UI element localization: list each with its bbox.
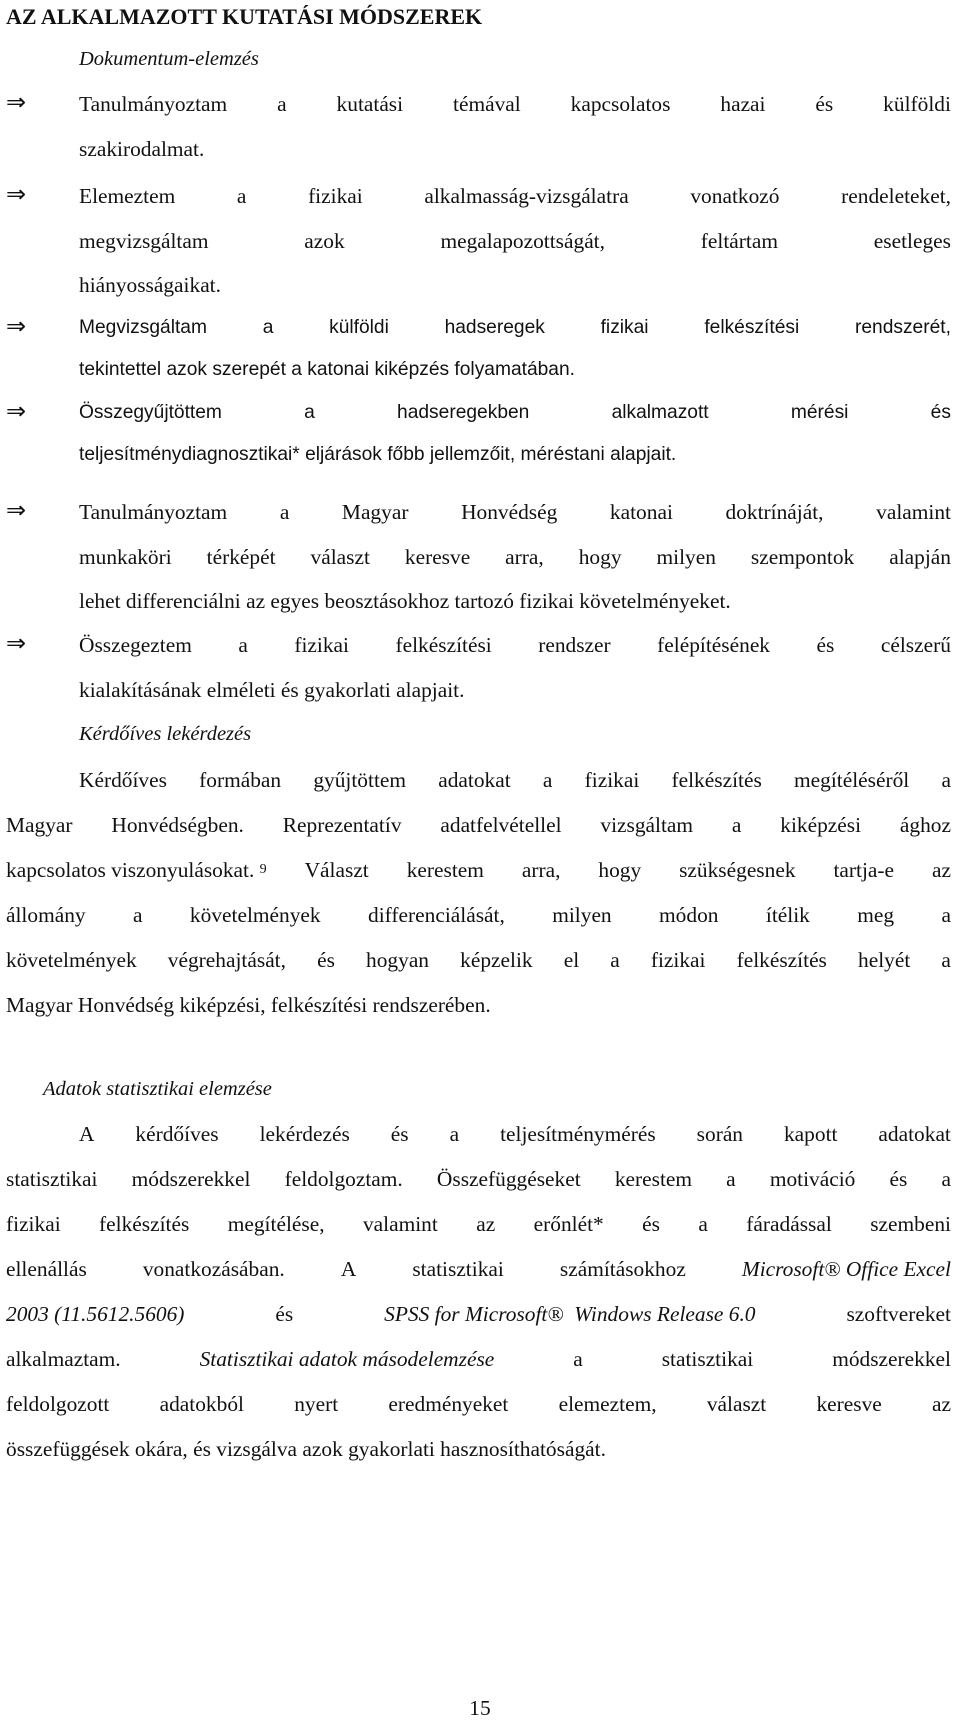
software-name: Microsoft® Office Excel (741, 1257, 951, 1281)
word: erőnlét* (533, 1212, 604, 1236)
word: Magyar (341, 500, 409, 524)
word: hogyan (366, 948, 430, 972)
word: eredményeket (388, 1392, 509, 1416)
word: rendszerét, (854, 317, 951, 338)
word: alkalmaztam. (6, 1347, 121, 1371)
bullet-line (79, 89, 951, 119)
word: választ (310, 544, 370, 569)
word: az (932, 1392, 951, 1416)
arrow-icon: ⇒ (6, 313, 27, 340)
word: megítélése, (227, 1212, 325, 1236)
word: állomány (6, 903, 86, 927)
word: és (317, 948, 335, 972)
paragraph-line (6, 945, 951, 975)
paragraph-line (6, 1344, 951, 1374)
word: Elemeztem (79, 184, 176, 208)
bullet-line: tekintettel azok szerepét a katonai kiképzés folyamatában. (79, 359, 575, 380)
word: számításokhoz (559, 1257, 686, 1281)
word: alkalmazott (611, 402, 709, 423)
word: formában (199, 768, 282, 792)
bullet-line: kialakításának elméleti és gyakorlati alapjait. (79, 677, 465, 702)
paragraph-line (6, 900, 951, 930)
word: külföldi (329, 317, 389, 338)
word: adatokat (878, 1122, 951, 1146)
word: a (262, 317, 274, 338)
word: A (79, 1122, 95, 1146)
word: felkészítési (704, 317, 800, 338)
word: és (390, 1122, 409, 1146)
word: rendeleteket, (841, 184, 951, 208)
word: nyert (294, 1392, 339, 1416)
word: módon (659, 903, 719, 927)
paragraph-line (6, 1254, 951, 1284)
word: Reprezentatív (282, 813, 402, 837)
word: Összefüggéseket (436, 1167, 581, 1191)
word: Választ (304, 858, 369, 882)
arrow-icon: ⇒ (6, 398, 27, 425)
word: felkészítési (395, 633, 492, 657)
word: feltártam (700, 228, 778, 253)
word: valamint (362, 1212, 438, 1236)
word: statisztikai (412, 1257, 504, 1281)
word: hadseregekben (397, 402, 530, 423)
bullet-line (79, 630, 951, 660)
word: fáradással (746, 1212, 832, 1236)
bullet-line: teljesítménydiagnosztikai* eljárások főbb jellemzőit, méréstani alapjait. (79, 444, 677, 465)
word: fizikai (584, 768, 640, 792)
section-title-statistics: Adatok statisztikai elemzése (43, 1078, 272, 1100)
word: a (133, 903, 143, 927)
bullet-line: hiányosságaikat. (79, 273, 221, 297)
word: Összegyűjtöttem (79, 402, 222, 423)
word: arra, (505, 544, 544, 569)
word: szoftvereket (846, 1302, 951, 1326)
word: a (610, 948, 620, 972)
section-title-questionnaire: Kérdőíves lekérdezés (79, 723, 252, 745)
paragraph-line (6, 810, 951, 840)
paragraph-line (79, 765, 951, 795)
word: doktrínáját, (725, 500, 824, 524)
paragraph-line (79, 1119, 951, 1149)
word: katonai (609, 500, 673, 524)
word: fizikai (600, 317, 649, 338)
word: ellenállás (6, 1257, 87, 1281)
word: kapcsolatos (570, 92, 671, 116)
word: tartja-e (833, 858, 895, 882)
bullet-line (79, 226, 951, 256)
word: a (277, 92, 287, 116)
word: milyen (656, 544, 716, 569)
word: Kérdőíves (79, 768, 167, 792)
word: adatokból (159, 1392, 244, 1416)
word: képzelik (460, 948, 533, 972)
word: alkalmasság-vizsgálatra (424, 184, 629, 208)
software-version: 2003 (11.5612.5606) (6, 1302, 185, 1326)
word: célszerű (880, 633, 951, 657)
word: vizsgáltam (600, 813, 694, 837)
word: és (889, 1167, 908, 1191)
word: a (941, 1167, 951, 1191)
method-name: Statisztikai adatok másodelemzése (199, 1347, 495, 1371)
word: kutatási (336, 92, 404, 116)
page-number: 15 (469, 1696, 491, 1720)
word: módszerekkel (131, 1167, 251, 1191)
word: esetleges (873, 228, 951, 253)
word: az (931, 858, 951, 882)
section-title-document-analysis: Dokumentum-elemzés (79, 48, 259, 70)
word: Összegeztem (79, 633, 192, 657)
word: ághoz (899, 813, 951, 837)
word: és (930, 402, 951, 423)
word: differenciálását, (368, 903, 505, 927)
word: milyen (552, 903, 612, 927)
bullet-line (79, 313, 951, 343)
word: motiváció (769, 1167, 856, 1191)
word: statisztikai (6, 1167, 98, 1191)
word: vonatkozásában. (142, 1257, 285, 1281)
word: Honvédség (461, 500, 558, 524)
word: kerestem (406, 858, 484, 882)
word: követelmények (6, 948, 137, 972)
paragraph-line (6, 1209, 951, 1239)
bullet-line (79, 398, 951, 428)
bullet-line (79, 497, 951, 527)
word: az (476, 1212, 496, 1236)
word: vonatkozó (690, 184, 780, 208)
word: megvizsgáltam (79, 228, 209, 253)
word: felkészítés (671, 768, 762, 792)
word: elemeztem, (558, 1392, 657, 1416)
word: módszerekkel (832, 1347, 951, 1371)
word: fizikai (6, 1212, 61, 1236)
word: szükségesnek (679, 858, 796, 882)
word: valamint (876, 500, 951, 524)
paragraph-line (6, 1164, 951, 1194)
word: a (941, 768, 951, 792)
word: hadseregek (444, 317, 545, 338)
word: hazai (720, 92, 766, 116)
word: a (698, 1212, 708, 1236)
word: A (340, 1257, 357, 1281)
word: rendszer (538, 633, 611, 657)
arrow-icon: ⇒ (6, 89, 27, 116)
arrow-icon: ⇒ (6, 630, 27, 657)
word: fizikai (294, 633, 349, 657)
word: Honvédségben. (111, 813, 244, 837)
text-run: kapcsolatos viszonyulásokat. $^9$ (6, 858, 267, 882)
bullet-line: lehet differenciálni az egyes beosztásokhoz tartozó fizikai követelményeket. (79, 589, 731, 613)
word: a (236, 184, 247, 208)
word: külföldi (883, 92, 951, 116)
paragraph-line (6, 855, 951, 885)
word: követelmények (189, 903, 321, 927)
word: mérési (790, 402, 849, 423)
word: témával (453, 92, 521, 116)
page-heading: AZ ALKALMAZOTT KUTATÁSI MÓDSZEREK (6, 4, 483, 29)
word: és (816, 633, 835, 657)
bullet-line (79, 181, 951, 211)
word: Tanulmányoztam (79, 92, 228, 116)
word: a (238, 633, 248, 657)
word: el (563, 948, 580, 972)
word: a (941, 948, 951, 972)
word: térképét (206, 544, 276, 569)
word: és (642, 1212, 660, 1236)
word: kiképzési (780, 813, 862, 837)
word: fizikai (650, 948, 706, 972)
word: kerestem (614, 1167, 693, 1191)
word: feldolgozott (6, 1392, 110, 1416)
word: szempontok (750, 544, 855, 569)
word: a (449, 1122, 460, 1146)
word: és (815, 92, 834, 116)
word: gyűjtöttem (313, 768, 407, 792)
word: megalapozottságát, (440, 228, 605, 253)
word: lekérdezés (259, 1122, 350, 1146)
bullet-line (79, 542, 951, 572)
word: felépítésének (657, 633, 771, 657)
arrow-icon: ⇒ (6, 181, 27, 208)
word: Magyar (6, 813, 73, 837)
arrow-icon: ⇒ (6, 497, 27, 524)
paragraph-line: összefüggések okára, és vizsgálva azok gyakorlati hasznosíthatóságát. (6, 1437, 606, 1461)
word: választ (706, 1392, 767, 1416)
word: a (573, 1347, 583, 1371)
word: keresve (404, 544, 471, 569)
paragraph-line: Magyar Honvédség kiképzési, felkészítési rendszerében. (6, 993, 491, 1017)
word: szembeni (870, 1212, 951, 1236)
word: teljesítménymérés (500, 1122, 656, 1146)
word: arra, (521, 858, 561, 882)
footnote-reference[interactable]: 9 (259, 862, 267, 877)
word: kérdőíves (135, 1122, 219, 1146)
word: feldolgoztam. (284, 1167, 403, 1191)
word: a (279, 500, 290, 524)
word: meg (857, 903, 895, 927)
word: adatokat (438, 768, 511, 792)
word: felkészítés (99, 1212, 190, 1236)
paragraph-line (6, 1389, 951, 1419)
word: adatfelvétellel (440, 813, 562, 837)
word: helyét (858, 948, 911, 972)
word: a (731, 813, 742, 837)
word: felkészítés (736, 948, 827, 972)
word: a (304, 402, 315, 423)
word: Tanulmányoztam (79, 500, 228, 524)
word: megítéléséről (794, 768, 910, 792)
word: hogy (598, 858, 642, 882)
word: kapott (783, 1122, 838, 1146)
word: fizikai (308, 184, 363, 208)
word: a (726, 1167, 736, 1191)
word: hogy (578, 544, 622, 569)
word: a (542, 768, 553, 792)
word: munkaköri (79, 544, 172, 569)
word: végrehajtását, (167, 948, 286, 972)
word: statisztikai (661, 1347, 754, 1371)
bullet-line: szakirodalmat. (79, 136, 205, 161)
word: során (696, 1122, 744, 1146)
word: a (941, 903, 951, 927)
word: azok (304, 228, 345, 253)
word: ítélik (765, 903, 810, 927)
word: alapján (889, 544, 951, 569)
word: és (275, 1302, 294, 1326)
word: keresve (816, 1392, 882, 1416)
word: Megvizsgáltam (79, 317, 207, 338)
paragraph-line (6, 1299, 951, 1329)
software-name: SPSS for Microsoft® Windows Release 6.0 (384, 1302, 756, 1326)
